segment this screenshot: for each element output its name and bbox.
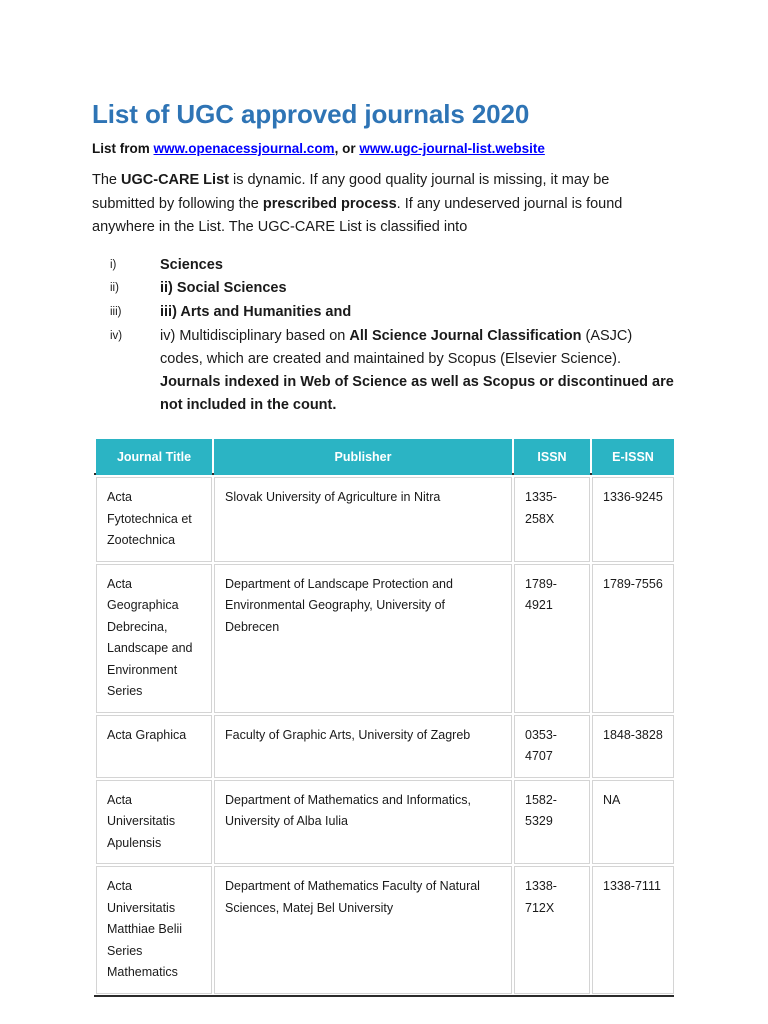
list-item-bold-asjc: All Science Journal Classification bbox=[349, 328, 582, 345]
cell-publisher: Faculty of Graphic Arts, University of Zagreb bbox=[214, 715, 512, 778]
list-marker: ii) bbox=[110, 282, 119, 295]
list-item-label bbox=[160, 328, 674, 413]
page-title: List of UGC approved journals 2020 bbox=[92, 99, 530, 129]
document-body bbox=[92, 100, 676, 418]
column-header-e-issn[interactable]: E-ISSN bbox=[592, 439, 674, 475]
intro-bold-ugc-care-list: UGC-CARE List bbox=[121, 172, 229, 189]
cell-journal-title: Acta Graphica bbox=[96, 715, 212, 778]
cell-issn: 1335-258X bbox=[514, 477, 590, 562]
cell-publisher: Slovak University of Agriculture in Nitra bbox=[214, 477, 512, 562]
source-prefix: List from bbox=[92, 140, 154, 156]
journal-table-container bbox=[94, 437, 674, 996]
cell-publisher: Department of Mathematics Faculty of Natural Sciences, Matej Bel University bbox=[214, 866, 512, 994]
list-item-label: Sciences bbox=[160, 256, 223, 273]
journal-table bbox=[94, 437, 676, 996]
cell-journal-title: Acta Geographica Debrecina, Landscape and Environment Series bbox=[96, 564, 212, 713]
list-item-segment-2: (ASJC) codes, which are created and maintained by Scopus (Elsevier Science). bbox=[160, 328, 633, 368]
table-bottom-rule bbox=[94, 995, 674, 997]
cell-e-issn: 1848-3828 bbox=[592, 715, 674, 778]
cell-journal-title: Acta Fytotechnica et Zootechnica bbox=[96, 477, 212, 562]
list-marker: iii) bbox=[110, 306, 122, 319]
cell-e-issn: 1338-7111 bbox=[592, 866, 674, 994]
intro-paragraph bbox=[92, 169, 676, 239]
cell-e-issn: 1336-9245 bbox=[592, 477, 674, 562]
list-item-segment-1: iv) Multidisciplinary based on bbox=[160, 328, 350, 345]
list-item-arts-and-humanities bbox=[92, 301, 676, 324]
column-header-issn[interactable]: ISSN bbox=[514, 439, 590, 475]
table-row bbox=[96, 715, 674, 778]
cell-publisher: Department of Landscape Protection and Environmental Geography, University of Debrecen bbox=[214, 564, 512, 713]
list-item-sciences bbox=[92, 254, 676, 277]
list-marker: i) bbox=[110, 258, 117, 271]
cell-issn: 1582-5329 bbox=[514, 780, 590, 865]
table-header bbox=[96, 439, 674, 475]
cell-issn: 1789-4921 bbox=[514, 564, 590, 713]
table-row bbox=[96, 477, 674, 562]
classification-list bbox=[92, 254, 676, 417]
list-item-label: iii) Arts and Humanities and bbox=[160, 304, 352, 321]
cell-publisher: Department of Mathematics and Informatics, University of Alba Iulia bbox=[214, 780, 512, 865]
list-marker: iv) bbox=[110, 330, 123, 343]
list-item-multidisciplinary bbox=[92, 325, 676, 417]
list-item-social-sciences bbox=[92, 277, 676, 300]
openacessjournal-link[interactable]: www.openacessjournal.com bbox=[153, 140, 335, 156]
list-item-bold-note: Journals indexed in Web of Science as well as Scopus or discontinued are not included in the count. bbox=[160, 374, 674, 413]
intro-bold-prescribed-process: prescribed process bbox=[262, 195, 397, 212]
table-row bbox=[96, 780, 674, 865]
list-item-label: ii) Social Sciences bbox=[160, 280, 287, 297]
ugc-journal-list-link[interactable]: www.ugc-journal-list.website bbox=[359, 140, 545, 156]
intro-segment-2: is dynamic. If any good quality journal is missing, it may be submitted by following the bbox=[92, 172, 610, 212]
column-header-journal-title[interactable]: Journal Title bbox=[96, 439, 212, 475]
cell-e-issn: NA bbox=[592, 780, 674, 865]
intro-segment-1: The bbox=[92, 172, 122, 189]
table-row bbox=[96, 564, 674, 713]
table-row bbox=[96, 866, 674, 994]
intro-segment-3: . If any undeserved journal is found anywhere in the List. The UGC-CARE List is classified into bbox=[92, 195, 623, 236]
cell-e-issn: 1789-7556 bbox=[592, 564, 674, 713]
cell-issn: 0353-4707 bbox=[514, 715, 590, 778]
table-body bbox=[96, 477, 674, 994]
source-line bbox=[92, 140, 676, 158]
cell-journal-title: Acta Universitatis Matthiae Belii Series Mathematics bbox=[96, 866, 212, 994]
column-header-publisher[interactable]: Publisher bbox=[214, 439, 512, 475]
cell-issn: 1338-712X bbox=[514, 866, 590, 994]
cell-journal-title: Acta Universitatis Apulensis bbox=[96, 780, 212, 865]
source-separator: , or bbox=[334, 140, 360, 156]
table-header-row bbox=[96, 439, 674, 475]
